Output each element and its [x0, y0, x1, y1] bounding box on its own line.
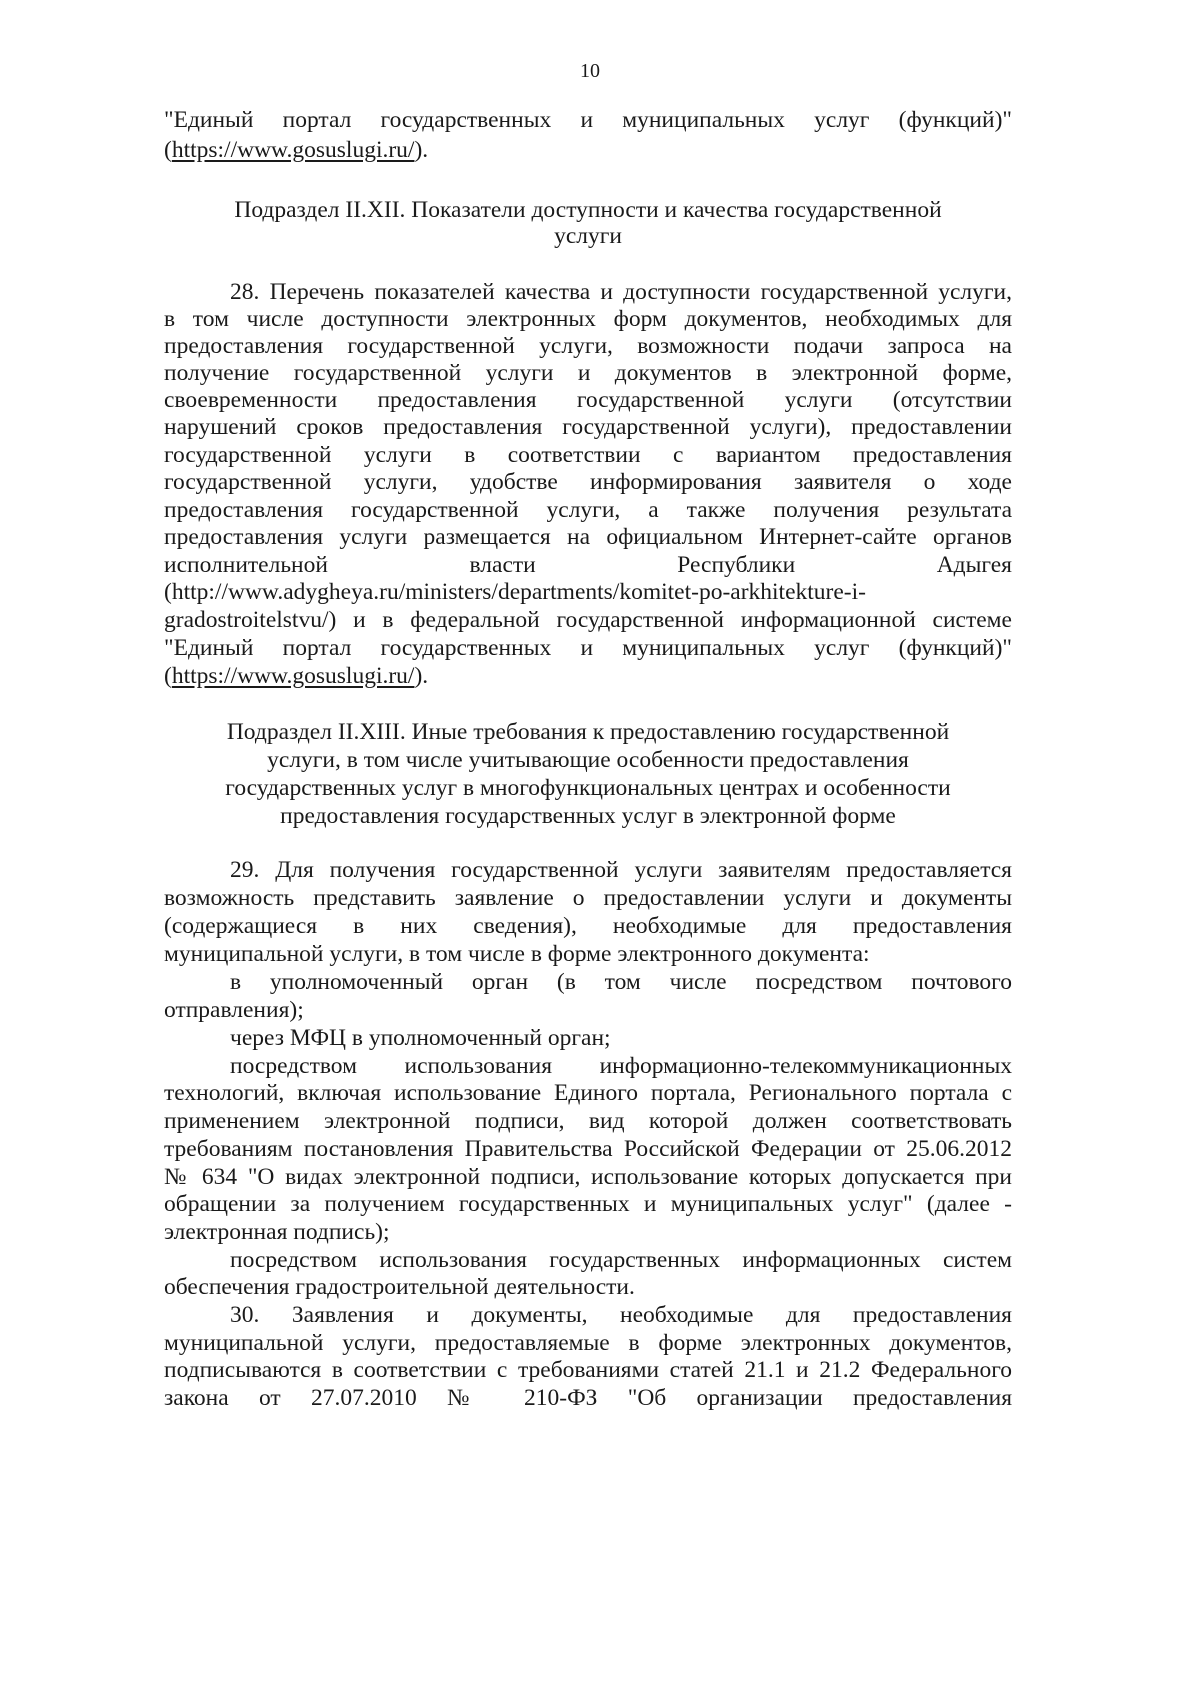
para-28-last-prefix: (: [164, 663, 172, 689]
para-29-line: посредством использования государственных информационных систем: [230, 1247, 1012, 1273]
para-28-line: gradostroitelstvu/) и в федеральной государственной информационной системе: [164, 607, 1012, 633]
section-heading-12-line-1: Подраздел II.XII. Показатели доступности и качества государственной: [234, 197, 942, 223]
para-28-last-line: [164, 662, 428, 692]
para-28-line: нарушений сроков предоставления государственной услуги), предоставлении: [164, 414, 1012, 440]
para-29-line: № 634 "О видах электронной подписи, использование которых допускается при: [164, 1164, 1012, 1190]
para-28-line: "Единый портал государственных и муниципальных услуг (функций)": [164, 635, 1012, 661]
para-29-line: технологий, включая использование Единого портала, Регионального портала с: [164, 1080, 1012, 1106]
top-line-2-suffix: ).: [414, 137, 429, 163]
para-28-line: своевременности предоставления государственной услуги (отсутствии: [164, 387, 1012, 413]
para-30-line: закона от 27.07.2010 № 210-ФЗ "Об организации предоставления: [164, 1385, 1012, 1411]
para-29-line: отправления);: [164, 997, 304, 1023]
top-line-2-prefix: (: [164, 137, 172, 163]
para-30-line: муниципальной услуги, предоставляемые в форме электронных документов,: [164, 1330, 1012, 1356]
section-heading-12-line-2: услуги: [554, 223, 622, 249]
gosuslugi-link-2[interactable]: https://www.gosuslugi.ru/: [171, 663, 415, 689]
gosuslugi-link[interactable]: https://www.gosuslugi.ru/: [171, 137, 415, 163]
para-28-line: предоставления государственной услуги, возможности подачи запроса на: [164, 333, 1012, 359]
para-29-line: в уполномоченный орган (в том числе посредством почтового: [230, 969, 1012, 995]
top-line-1: "Единый портал государственных и муниципальных услуг (функций)": [164, 107, 1012, 133]
section-heading-13-line-2: услуги, в том числе учитывающие особенности предоставления: [267, 747, 909, 773]
para-29-line: обеспечения градостроительной деятельности.: [164, 1274, 635, 1300]
para-28-url-line[interactable]: (http://www.adygheya.ru/ministers/departments/komitet-po-arkhitekture-i-: [164, 579, 866, 605]
para-29-line: возможность представить заявление о предоставлении услуги и документы: [164, 885, 1012, 911]
para-30-line: подписываются в соответствии с требованиями статей 21.1 и 21.2 Федерального: [164, 1357, 1012, 1383]
para-29-line: муниципальной услуги, в том числе в форме электронного документа:: [164, 941, 870, 967]
section-heading-13-line-4: предоставления государственных услуг в электронной форме: [280, 803, 896, 829]
para-28-line: исполнительной власти Республики Адыгея: [164, 552, 1012, 578]
para-28-line: 28. Перечень показателей качества и доступности государственной услуги,: [230, 279, 1012, 305]
para-29-line: 29. Для получения государственной услуги заявителям предоставляется: [230, 857, 1012, 883]
para-30-line: 30. Заявления и документы, необходимые для предоставления: [230, 1302, 1012, 1328]
para-28-line: предоставления государственной услуги, а также получения результата: [164, 497, 1012, 523]
para-29-line: обращении за получением государственных и муниципальных услуг" (далее -: [164, 1191, 1012, 1217]
para-28-line: получение государственной услуги и документов в электронной форме,: [164, 360, 1012, 386]
para-29-line: применением электронной подписи, вид которой должен соответствовать: [164, 1108, 1012, 1134]
section-heading-13-line-1: Подраздел II.XIII. Иные требования к предоставлению государственной: [226, 719, 950, 745]
para-29-line: через МФЦ в уполномоченный орган;: [230, 1025, 611, 1051]
para-29-line: требованиям постановления Правительства Российской Федерации от 25.06.2012: [164, 1136, 1012, 1162]
para-28-line: предоставления услуги размещается на официальном Интернет-сайте органов: [164, 524, 1012, 550]
para-29-line: посредством использования информационно-телекоммуникационных: [230, 1053, 1012, 1079]
section-heading-13-line-3: государственных услуг в многофункциональных центрах и особенности: [225, 775, 951, 801]
para-29-line: (содержащиеся в них сведения), необходимые для предоставления: [164, 913, 1012, 939]
top-line-2: [164, 136, 428, 166]
para-28-line: в том числе доступности электронных форм документов, необходимых для: [164, 306, 1012, 332]
para-28-last-suffix: ).: [414, 663, 429, 689]
page-number: 10: [580, 60, 600, 82]
para-28-line: государственной услуги, удобстве информирования заявителя о ходе: [164, 469, 1012, 495]
para-29-line: электронная подпись);: [164, 1219, 390, 1245]
para-28-line: государственной услуги в соответствии с вариантом предоставления: [164, 442, 1012, 468]
